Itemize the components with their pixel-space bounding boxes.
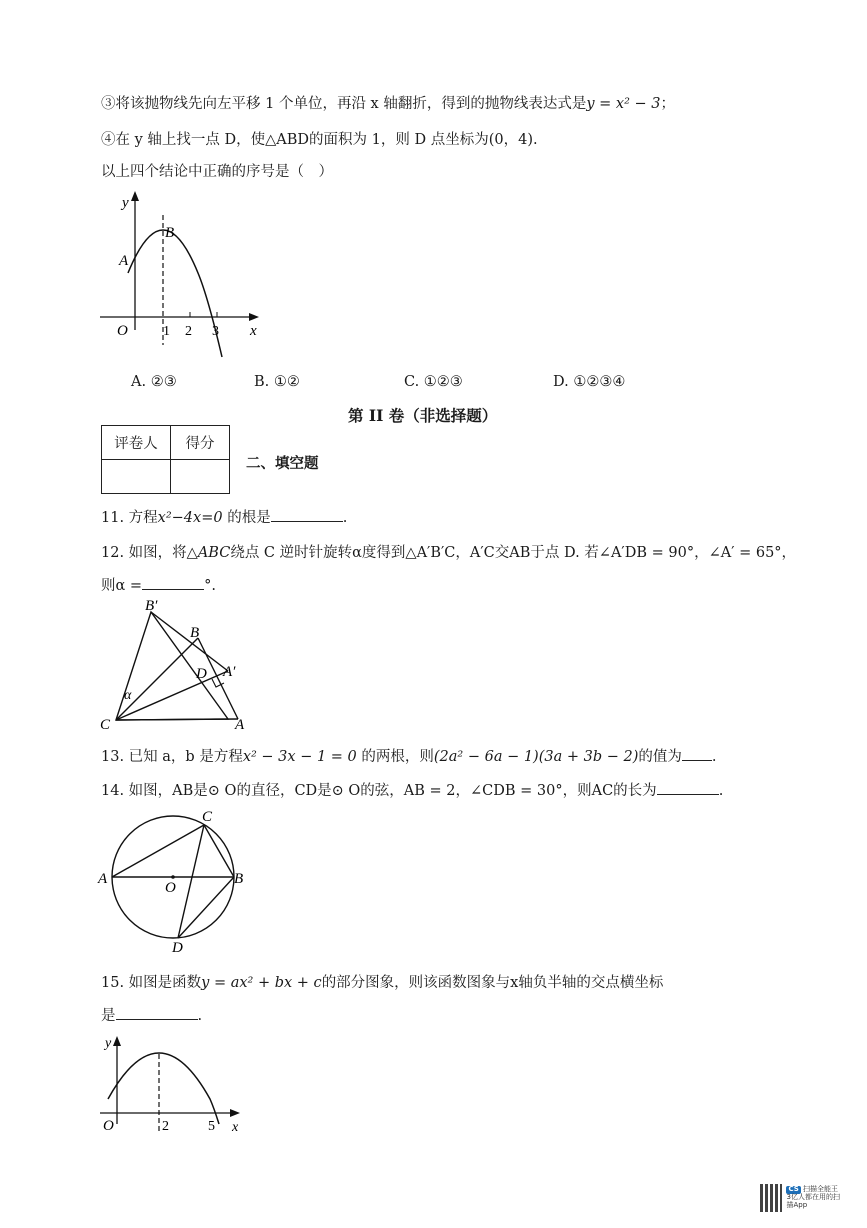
q12-label-b: B — [190, 625, 200, 641]
q15-line2: 是 . — [101, 1004, 202, 1025]
q10-option-b[interactable]: B. ①② — [254, 374, 300, 390]
q10-y-arrow — [131, 191, 139, 201]
q15-parabola-graph — [95, 1032, 255, 1137]
q10-x-arrow — [249, 313, 259, 321]
q10-option-d[interactable]: D. ①②③④ — [553, 374, 626, 390]
q12-rotation-figure — [95, 595, 265, 735]
q14-label-c: C — [202, 809, 213, 825]
q12-label-c: C — [100, 717, 111, 733]
q11-formula: x²−4x=0 — [157, 510, 223, 526]
q15-y-label: y — [105, 1036, 112, 1051]
q10-tick-label-2: 2 — [185, 324, 192, 339]
q10-parabola — [128, 230, 222, 357]
q10-point-b: B — [165, 225, 175, 241]
score-table-reviewer-header: 评卷人 — [102, 426, 171, 460]
q15-tick-label-2: 2 — [162, 1119, 169, 1134]
q14-label-a: A — [98, 871, 108, 887]
section-heading: 二、填空题 — [246, 455, 319, 472]
q12-label-b-prime: B′ — [145, 598, 158, 614]
q15-tick-label-5: 5 — [208, 1119, 215, 1134]
q10-item4-coord: (0，4) — [488, 132, 533, 148]
score-table-reviewer-cell[interactable] — [102, 460, 171, 494]
q10-tick-label-3: 3 — [212, 324, 219, 339]
q10-item4: ④在 y 轴上找一点 D，使△ABD的面积为 1，则 D 点坐标为(0，4). — [101, 132, 538, 148]
q10-option-c[interactable]: C. ①②③ — [404, 374, 463, 390]
q14-label-b: B — [234, 871, 244, 887]
q11-answer-blank[interactable] — [271, 507, 343, 522]
q10-tick-label-1: 1 — [163, 324, 170, 339]
q14-answer-blank[interactable] — [657, 780, 719, 795]
q14-center-point — [171, 875, 175, 879]
q10-item3: ③将该抛物线先向左平移 1 个单位，再沿 x 轴翻折，得到的抛物线表达式是y = x² − 3； — [101, 96, 675, 112]
section-title: 第 II 卷（非选择题） — [348, 406, 498, 425]
q13-answer-blank[interactable] — [682, 746, 712, 761]
q14-circle-figure — [95, 805, 265, 955]
q15-x-arrow — [230, 1109, 240, 1117]
q10-y-label: y — [122, 195, 129, 211]
q14-label-o: O — [165, 880, 176, 896]
q12-label-alpha: α — [124, 688, 132, 703]
q12-answer-blank[interactable] — [142, 575, 204, 590]
q14-chord-ac — [112, 825, 204, 877]
q13-expression: (2a² − 6a − 1)(3a + 3b − 2) — [433, 749, 639, 765]
q14-label-d: D — [172, 940, 183, 956]
q15-answer-blank[interactable] — [116, 1005, 198, 1020]
score-table-score-cell[interactable] — [171, 460, 230, 494]
q12-segment-ca — [116, 719, 238, 720]
q12-segment-b-prime-a-prime — [151, 612, 228, 671]
q12-label-a-prime: A′ — [223, 664, 236, 680]
q15-line1: 15. 如图是函数y = ax² + bx + c的部分图象，则该函数图象与x轴负半轴的交点横坐标 — [101, 975, 664, 991]
q14: 14. 如图，AB是⊙ O的直径，CD是⊙ O的弦，AB = 2，∠CDB = 30°，则AC的长为 . — [101, 779, 723, 800]
q13-equation: x² − 3x − 1 = 0 — [242, 749, 357, 765]
q10-option-a[interactable]: A. ②③ — [131, 374, 177, 390]
q12-segment-cb — [116, 638, 198, 720]
q12-line2: 则α = °. — [101, 574, 216, 595]
score-table — [101, 425, 230, 494]
score-table-score-header: 得分 — [171, 426, 230, 460]
q10-point-a: A — [119, 253, 129, 269]
q15-origin-label: O — [103, 1118, 114, 1134]
q15-x-label: x — [232, 1120, 239, 1135]
q10-parabola-graph — [95, 185, 275, 370]
q12-label-a: A — [235, 717, 245, 733]
q13: 13. 已知 a，b 是方程x² − 3x − 1 = 0 的两根，则(2a² − 6a − 1)(3a + 3b − 2)的值为 . — [101, 745, 716, 766]
q15-formula: y = ax² + bx + c — [201, 975, 322, 991]
qr-code-icon — [760, 1184, 782, 1212]
camscanner-logo-icon: CS — [788, 1185, 799, 1194]
q12-label-d: D — [196, 666, 207, 682]
q11: 11. 方程x²−4x=0 的根是 . — [101, 506, 347, 527]
q14-chord-cd — [178, 825, 204, 938]
q12-line1: 12. 如图，将△ABC绕点 C 逆时针旋转α度得到△A′B′C，A′C交AB于点 D. 若∠A′DB = 90°，∠A′ = 65°， — [101, 545, 797, 561]
scanner-watermark: CS 扫描全能王 3亿人都在用的扫描App — [760, 1181, 846, 1215]
q15-y-arrow — [113, 1036, 121, 1046]
q10-item3-formula: y = x² − 3 — [586, 96, 661, 112]
q10-origin-label: O — [117, 323, 128, 339]
q10-x-label: x — [250, 323, 257, 339]
q14-chord-cb — [204, 825, 234, 877]
q10-question: 以上四个结论中正确的序号是（ ） — [101, 164, 333, 180]
